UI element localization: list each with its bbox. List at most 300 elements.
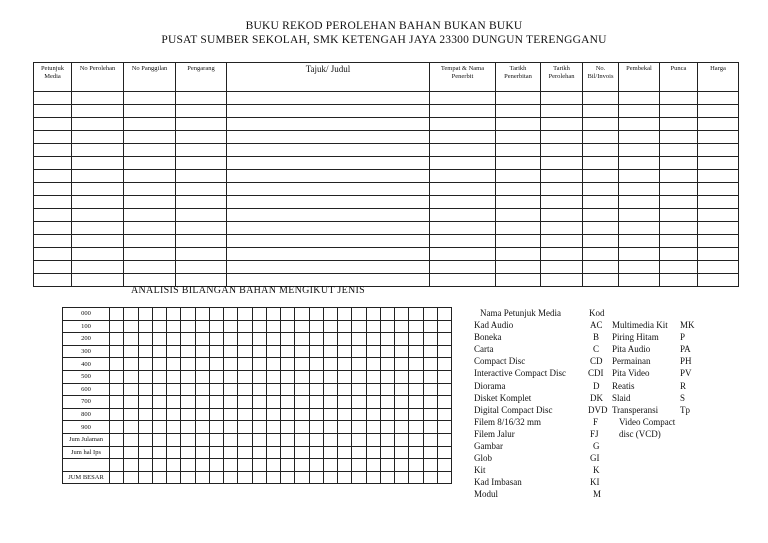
analysis-cell[interactable] — [323, 358, 337, 371]
analysis-cell[interactable] — [110, 408, 124, 421]
analysis-cell[interactable] — [138, 370, 152, 383]
table-cell[interactable] — [541, 144, 583, 157]
analysis-cell[interactable] — [281, 358, 295, 371]
analysis-cell[interactable] — [167, 308, 181, 321]
table-cell[interactable] — [496, 248, 541, 261]
analysis-cell[interactable] — [366, 446, 380, 459]
analysis-cell[interactable] — [323, 433, 337, 446]
analysis-cell[interactable] — [209, 308, 223, 321]
analysis-cell[interactable] — [380, 308, 394, 321]
analysis-cell[interactable] — [295, 370, 309, 383]
table-cell[interactable] — [72, 196, 124, 209]
table-cell[interactable] — [227, 105, 430, 118]
analysis-cell[interactable] — [323, 471, 337, 484]
analysis-cell[interactable] — [124, 421, 138, 434]
analysis-cell[interactable] — [366, 358, 380, 371]
analysis-cell[interactable] — [195, 396, 209, 409]
table-cell[interactable] — [619, 274, 660, 287]
analysis-cell[interactable] — [366, 383, 380, 396]
analysis-cell[interactable] — [395, 446, 409, 459]
analysis-cell[interactable] — [409, 446, 423, 459]
analysis-cell[interactable] — [409, 396, 423, 409]
analysis-cell[interactable] — [224, 396, 238, 409]
table-cell[interactable] — [124, 105, 176, 118]
analysis-cell[interactable] — [110, 370, 124, 383]
table-cell[interactable] — [72, 222, 124, 235]
analysis-cell[interactable] — [409, 308, 423, 321]
analysis-cell[interactable] — [110, 308, 124, 321]
table-cell[interactable] — [541, 274, 583, 287]
analysis-cell[interactable] — [195, 408, 209, 421]
analysis-cell[interactable] — [195, 459, 209, 472]
analysis-cell[interactable] — [352, 433, 366, 446]
analysis-cell[interactable] — [281, 446, 295, 459]
analysis-cell[interactable] — [266, 446, 280, 459]
table-cell[interactable] — [541, 183, 583, 196]
analysis-cell[interactable] — [295, 358, 309, 371]
analysis-cell[interactable] — [195, 358, 209, 371]
analysis-cell[interactable] — [167, 320, 181, 333]
table-cell[interactable] — [619, 196, 660, 209]
analysis-cell[interactable] — [209, 396, 223, 409]
table-cell[interactable] — [34, 144, 72, 157]
table-cell[interactable] — [496, 196, 541, 209]
table-cell[interactable] — [124, 118, 176, 131]
table-cell[interactable] — [660, 209, 698, 222]
analysis-cell[interactable] — [167, 370, 181, 383]
analysis-cell[interactable] — [181, 345, 195, 358]
table-cell[interactable] — [583, 222, 619, 235]
analysis-cell[interactable] — [366, 433, 380, 446]
analysis-cell[interactable] — [138, 459, 152, 472]
table-cell[interactable] — [430, 131, 496, 144]
analysis-cell[interactable] — [110, 396, 124, 409]
analysis-cell[interactable] — [437, 408, 451, 421]
analysis-cell[interactable] — [209, 370, 223, 383]
table-cell[interactable] — [227, 235, 430, 248]
analysis-cell[interactable] — [138, 421, 152, 434]
analysis-cell[interactable] — [295, 459, 309, 472]
analysis-cell[interactable] — [266, 333, 280, 346]
analysis-cell[interactable] — [323, 408, 337, 421]
analysis-cell[interactable] — [309, 471, 323, 484]
table-cell[interactable] — [227, 248, 430, 261]
table-cell[interactable] — [619, 261, 660, 274]
table-cell[interactable] — [619, 209, 660, 222]
table-cell[interactable] — [124, 92, 176, 105]
analysis-cell[interactable] — [409, 345, 423, 358]
analysis-cell[interactable] — [295, 308, 309, 321]
table-cell[interactable] — [34, 92, 72, 105]
table-cell[interactable] — [660, 157, 698, 170]
analysis-cell[interactable] — [138, 345, 152, 358]
table-cell[interactable] — [583, 209, 619, 222]
analysis-cell[interactable] — [152, 446, 166, 459]
analysis-cell[interactable] — [395, 320, 409, 333]
analysis-cell[interactable] — [167, 408, 181, 421]
table-cell[interactable] — [227, 209, 430, 222]
analysis-cell[interactable] — [238, 421, 252, 434]
analysis-cell[interactable] — [323, 320, 337, 333]
analysis-cell[interactable] — [366, 320, 380, 333]
table-cell[interactable] — [34, 105, 72, 118]
table-cell[interactable] — [227, 261, 430, 274]
table-cell[interactable] — [619, 92, 660, 105]
analysis-cell[interactable] — [181, 459, 195, 472]
analysis-cell[interactable] — [266, 421, 280, 434]
table-cell[interactable] — [541, 118, 583, 131]
analysis-cell[interactable] — [437, 471, 451, 484]
analysis-cell[interactable] — [138, 433, 152, 446]
analysis-cell[interactable] — [295, 383, 309, 396]
analysis-cell[interactable] — [266, 358, 280, 371]
analysis-cell[interactable] — [181, 471, 195, 484]
analysis-cell[interactable] — [423, 446, 437, 459]
analysis-cell[interactable] — [124, 370, 138, 383]
table-cell[interactable] — [124, 157, 176, 170]
table-cell[interactable] — [660, 261, 698, 274]
analysis-cell[interactable] — [238, 333, 252, 346]
analysis-cell[interactable] — [281, 370, 295, 383]
analysis-cell[interactable] — [281, 433, 295, 446]
analysis-cell[interactable] — [281, 471, 295, 484]
table-cell[interactable] — [34, 157, 72, 170]
table-cell[interactable] — [619, 170, 660, 183]
table-cell[interactable] — [698, 118, 739, 131]
analysis-cell[interactable] — [395, 421, 409, 434]
analysis-cell[interactable] — [110, 471, 124, 484]
analysis-cell[interactable] — [124, 433, 138, 446]
analysis-cell[interactable] — [352, 396, 366, 409]
analysis-cell[interactable] — [423, 333, 437, 346]
analysis-cell[interactable] — [437, 370, 451, 383]
analysis-cell[interactable] — [395, 308, 409, 321]
table-cell[interactable] — [430, 235, 496, 248]
analysis-cell[interactable] — [209, 433, 223, 446]
table-cell[interactable] — [541, 248, 583, 261]
analysis-cell[interactable] — [309, 320, 323, 333]
analysis-cell[interactable] — [124, 308, 138, 321]
table-cell[interactable] — [430, 118, 496, 131]
analysis-cell[interactable] — [395, 358, 409, 371]
table-cell[interactable] — [496, 261, 541, 274]
table-cell[interactable] — [124, 170, 176, 183]
table-cell[interactable] — [124, 131, 176, 144]
analysis-cell[interactable] — [266, 408, 280, 421]
analysis-cell[interactable] — [338, 446, 352, 459]
table-cell[interactable] — [227, 144, 430, 157]
analysis-cell[interactable] — [380, 408, 394, 421]
analysis-cell[interactable] — [409, 459, 423, 472]
table-cell[interactable] — [698, 183, 739, 196]
analysis-cell[interactable] — [323, 421, 337, 434]
analysis-cell[interactable] — [152, 370, 166, 383]
table-cell[interactable] — [496, 92, 541, 105]
table-cell[interactable] — [496, 131, 541, 144]
table-cell[interactable] — [124, 209, 176, 222]
analysis-cell[interactable] — [238, 471, 252, 484]
table-cell[interactable] — [176, 235, 227, 248]
analysis-cell[interactable] — [281, 408, 295, 421]
analysis-cell[interactable] — [167, 358, 181, 371]
analysis-cell[interactable] — [252, 408, 266, 421]
table-cell[interactable] — [124, 144, 176, 157]
table-cell[interactable] — [72, 157, 124, 170]
analysis-cell[interactable] — [138, 446, 152, 459]
table-cell[interactable] — [34, 261, 72, 274]
analysis-cell[interactable] — [295, 320, 309, 333]
table-cell[interactable] — [34, 274, 72, 287]
analysis-cell[interactable] — [309, 459, 323, 472]
analysis-cell[interactable] — [395, 433, 409, 446]
analysis-cell[interactable] — [338, 345, 352, 358]
analysis-cell[interactable] — [366, 471, 380, 484]
analysis-cell[interactable] — [380, 446, 394, 459]
analysis-cell[interactable] — [366, 421, 380, 434]
table-cell[interactable] — [541, 131, 583, 144]
table-cell[interactable] — [72, 248, 124, 261]
table-cell[interactable] — [34, 248, 72, 261]
analysis-cell[interactable] — [338, 408, 352, 421]
analysis-cell[interactable] — [252, 459, 266, 472]
analysis-cell[interactable] — [238, 446, 252, 459]
analysis-cell[interactable] — [167, 396, 181, 409]
analysis-cell[interactable] — [110, 358, 124, 371]
table-cell[interactable] — [541, 261, 583, 274]
table-cell[interactable] — [496, 118, 541, 131]
analysis-cell[interactable] — [309, 433, 323, 446]
analysis-cell[interactable] — [238, 383, 252, 396]
analysis-cell[interactable] — [309, 446, 323, 459]
analysis-cell[interactable] — [167, 383, 181, 396]
analysis-cell[interactable] — [423, 383, 437, 396]
analysis-cell[interactable] — [309, 396, 323, 409]
analysis-cell[interactable] — [167, 459, 181, 472]
analysis-cell[interactable] — [224, 459, 238, 472]
table-cell[interactable] — [176, 92, 227, 105]
analysis-cell[interactable] — [338, 459, 352, 472]
table-cell[interactable] — [227, 170, 430, 183]
analysis-cell[interactable] — [409, 358, 423, 371]
analysis-cell[interactable] — [395, 396, 409, 409]
analysis-cell[interactable] — [352, 421, 366, 434]
analysis-cell[interactable] — [124, 408, 138, 421]
analysis-cell[interactable] — [209, 459, 223, 472]
table-cell[interactable] — [72, 170, 124, 183]
analysis-cell[interactable] — [224, 471, 238, 484]
analysis-cell[interactable] — [224, 358, 238, 371]
analysis-cell[interactable] — [209, 383, 223, 396]
analysis-cell[interactable] — [209, 345, 223, 358]
analysis-cell[interactable] — [181, 383, 195, 396]
analysis-cell[interactable] — [395, 459, 409, 472]
analysis-cell[interactable] — [309, 345, 323, 358]
table-cell[interactable] — [698, 222, 739, 235]
table-cell[interactable] — [34, 118, 72, 131]
analysis-cell[interactable] — [152, 320, 166, 333]
table-cell[interactable] — [34, 183, 72, 196]
analysis-cell[interactable] — [252, 421, 266, 434]
analysis-cell[interactable] — [152, 421, 166, 434]
analysis-cell[interactable] — [409, 320, 423, 333]
analysis-cell[interactable] — [167, 446, 181, 459]
analysis-cell[interactable] — [281, 333, 295, 346]
table-cell[interactable] — [176, 183, 227, 196]
table-cell[interactable] — [541, 209, 583, 222]
table-cell[interactable] — [72, 118, 124, 131]
analysis-cell[interactable] — [409, 421, 423, 434]
table-cell[interactable] — [176, 222, 227, 235]
analysis-cell[interactable] — [252, 433, 266, 446]
analysis-cell[interactable] — [366, 370, 380, 383]
table-cell[interactable] — [496, 274, 541, 287]
analysis-cell[interactable] — [266, 370, 280, 383]
analysis-cell[interactable] — [437, 320, 451, 333]
analysis-cell[interactable] — [252, 383, 266, 396]
table-cell[interactable] — [660, 105, 698, 118]
table-cell[interactable] — [176, 157, 227, 170]
table-cell[interactable] — [619, 248, 660, 261]
table-cell[interactable] — [541, 196, 583, 209]
table-cell[interactable] — [619, 157, 660, 170]
table-cell[interactable] — [541, 222, 583, 235]
analysis-cell[interactable] — [423, 433, 437, 446]
analysis-cell[interactable] — [195, 421, 209, 434]
analysis-cell[interactable] — [352, 446, 366, 459]
table-cell[interactable] — [698, 170, 739, 183]
analysis-cell[interactable] — [281, 320, 295, 333]
analysis-cell[interactable] — [252, 333, 266, 346]
analysis-cell[interactable] — [309, 370, 323, 383]
analysis-cell[interactable] — [195, 308, 209, 321]
table-cell[interactable] — [541, 235, 583, 248]
analysis-cell[interactable] — [181, 433, 195, 446]
analysis-cell[interactable] — [338, 471, 352, 484]
table-cell[interactable] — [698, 131, 739, 144]
analysis-cell[interactable] — [138, 320, 152, 333]
table-cell[interactable] — [660, 222, 698, 235]
table-cell[interactable] — [72, 261, 124, 274]
table-cell[interactable] — [541, 92, 583, 105]
table-cell[interactable] — [72, 183, 124, 196]
analysis-cell[interactable] — [238, 396, 252, 409]
table-cell[interactable] — [583, 144, 619, 157]
analysis-cell[interactable] — [152, 345, 166, 358]
analysis-cell[interactable] — [181, 396, 195, 409]
table-cell[interactable] — [698, 209, 739, 222]
analysis-cell[interactable] — [295, 333, 309, 346]
analysis-cell[interactable] — [266, 433, 280, 446]
analysis-cell[interactable] — [295, 446, 309, 459]
analysis-cell[interactable] — [366, 459, 380, 472]
analysis-cell[interactable] — [409, 408, 423, 421]
analysis-cell[interactable] — [309, 421, 323, 434]
analysis-cell[interactable] — [352, 345, 366, 358]
table-cell[interactable] — [698, 105, 739, 118]
table-cell[interactable] — [698, 274, 739, 287]
analysis-cell[interactable] — [110, 421, 124, 434]
analysis-cell[interactable] — [181, 370, 195, 383]
table-cell[interactable] — [583, 235, 619, 248]
analysis-cell[interactable] — [238, 408, 252, 421]
analysis-cell[interactable] — [323, 459, 337, 472]
table-cell[interactable] — [227, 118, 430, 131]
analysis-cell[interactable] — [209, 446, 223, 459]
table-cell[interactable] — [72, 235, 124, 248]
table-cell[interactable] — [496, 222, 541, 235]
analysis-cell[interactable] — [309, 358, 323, 371]
analysis-cell[interactable] — [152, 459, 166, 472]
analysis-cell[interactable] — [323, 446, 337, 459]
analysis-cell[interactable] — [238, 459, 252, 472]
analysis-cell[interactable] — [352, 333, 366, 346]
table-cell[interactable] — [34, 222, 72, 235]
analysis-cell[interactable] — [238, 320, 252, 333]
analysis-cell[interactable] — [252, 308, 266, 321]
analysis-cell[interactable] — [352, 370, 366, 383]
table-cell[interactable] — [124, 222, 176, 235]
analysis-cell[interactable] — [195, 383, 209, 396]
analysis-cell[interactable] — [152, 471, 166, 484]
analysis-cell[interactable] — [110, 383, 124, 396]
table-cell[interactable] — [698, 196, 739, 209]
analysis-cell[interactable] — [380, 433, 394, 446]
analysis-cell[interactable] — [281, 396, 295, 409]
analysis-cell[interactable] — [124, 320, 138, 333]
analysis-cell[interactable] — [409, 370, 423, 383]
analysis-cell[interactable] — [380, 383, 394, 396]
table-cell[interactable] — [227, 222, 430, 235]
table-cell[interactable] — [583, 274, 619, 287]
table-cell[interactable] — [430, 248, 496, 261]
analysis-cell[interactable] — [266, 308, 280, 321]
table-cell[interactable] — [34, 196, 72, 209]
table-cell[interactable] — [698, 144, 739, 157]
table-cell[interactable] — [619, 183, 660, 196]
analysis-cell[interactable] — [437, 345, 451, 358]
analysis-cell[interactable] — [423, 370, 437, 383]
analysis-cell[interactable] — [195, 333, 209, 346]
analysis-cell[interactable] — [224, 408, 238, 421]
table-cell[interactable] — [176, 248, 227, 261]
analysis-cell[interactable] — [366, 333, 380, 346]
analysis-cell[interactable] — [167, 471, 181, 484]
table-cell[interactable] — [227, 183, 430, 196]
analysis-cell[interactable] — [252, 320, 266, 333]
analysis-cell[interactable] — [380, 459, 394, 472]
table-cell[interactable] — [430, 170, 496, 183]
analysis-cell[interactable] — [380, 345, 394, 358]
analysis-cell[interactable] — [295, 471, 309, 484]
analysis-cell[interactable] — [124, 333, 138, 346]
analysis-cell[interactable] — [138, 333, 152, 346]
analysis-cell[interactable] — [352, 358, 366, 371]
analysis-cell[interactable] — [352, 471, 366, 484]
analysis-cell[interactable] — [437, 459, 451, 472]
analysis-cell[interactable] — [395, 471, 409, 484]
analysis-cell[interactable] — [323, 396, 337, 409]
analysis-cell[interactable] — [181, 358, 195, 371]
table-cell[interactable] — [583, 118, 619, 131]
analysis-cell[interactable] — [224, 345, 238, 358]
table-cell[interactable] — [430, 144, 496, 157]
table-cell[interactable] — [660, 170, 698, 183]
analysis-cell[interactable] — [124, 446, 138, 459]
analysis-cell[interactable] — [238, 345, 252, 358]
analysis-cell[interactable] — [423, 421, 437, 434]
analysis-cell[interactable] — [380, 320, 394, 333]
table-cell[interactable] — [34, 170, 72, 183]
